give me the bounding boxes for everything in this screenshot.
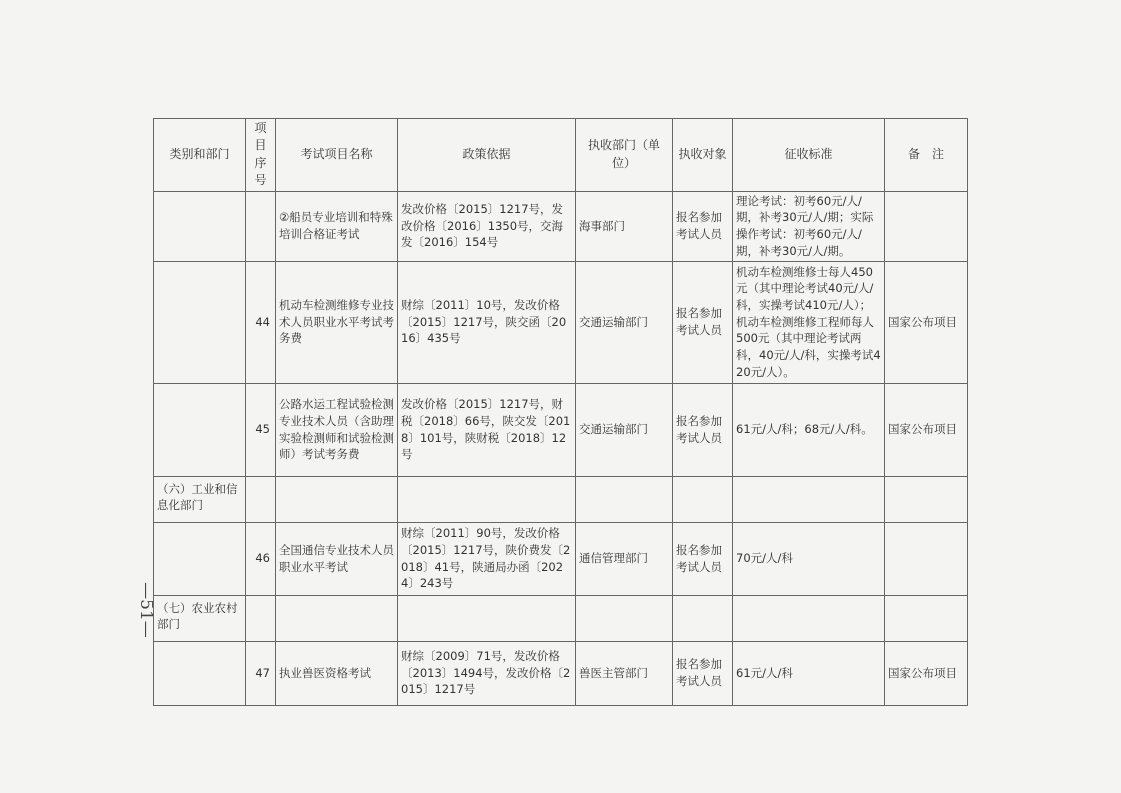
cell-standard [733, 595, 885, 641]
cell-name: 执业兽医资格考试 [276, 641, 398, 705]
cell-category [154, 191, 246, 261]
cell-category [154, 261, 246, 383]
cell-dept: 交通运输部门 [576, 261, 673, 383]
cell-basis: 发改价格〔2015〕1217号，财税〔2018〕66号，陕交发〔2018〕101号，陕财税〔2018〕12号 [398, 383, 576, 476]
cell-remark: 国家公布项目 [885, 261, 968, 383]
cell-target: 报名参加考试人员 [673, 191, 733, 261]
category-row [154, 595, 968, 641]
cell-basis [398, 476, 576, 522]
cell-name: ②船员专业培训和特殊培训合格证考试 [276, 191, 398, 261]
cell-category [154, 522, 246, 595]
cell-target: 报名参加考试人员 [673, 522, 733, 595]
cell-standard: 61元/人/科 [733, 641, 885, 705]
cell-seq: 45 [246, 383, 276, 476]
cell-name [276, 476, 398, 522]
cell-category: （六）工业和信息化部门 [154, 476, 246, 522]
cell-name: 机动车检测维修专业技术人员职业水平考试考务费 [276, 261, 398, 383]
cell-dept: 海事部门 [576, 191, 673, 261]
table-row [154, 383, 968, 476]
cell-standard: 61元/人/科；68元/人/科。 [733, 383, 885, 476]
cell-category [154, 641, 246, 705]
cell-seq [246, 191, 276, 261]
cell-name: 公路水运工程试验检测专业技术人员（含助理实验检测师和试验检测师）考试考务费 [276, 383, 398, 476]
cell-seq: 44 [246, 261, 276, 383]
cell-target: 报名参加考试人员 [673, 641, 733, 705]
cell-remark [885, 476, 968, 522]
header-row [154, 119, 968, 192]
header-dept: 执收部门（单位） [576, 119, 673, 192]
cell-name [276, 595, 398, 641]
cell-standard: 机动车检测维修士每人450元（其中理论考试40元/人/科，实操考试410元/人）；机动车检测维修工程师每人500元（其中理论考试两科，40元/人/科，实操考试420元/人）。 [733, 261, 885, 383]
cell-seq: 46 [246, 522, 276, 595]
header-remark: 备 注 [885, 119, 968, 192]
cell-basis: 财综〔2011〕10号，发改价格〔2015〕1217号，陕交函〔2016〕435号 [398, 261, 576, 383]
cell-remark: 国家公布项目 [885, 641, 968, 705]
table-row [154, 641, 968, 705]
header-seq: 项目序号 [246, 119, 276, 192]
cell-basis [398, 595, 576, 641]
page-number: —51— [135, 582, 156, 638]
cell-seq [246, 476, 276, 522]
table-row [154, 191, 968, 261]
cell-dept: 兽医主管部门 [576, 641, 673, 705]
table-row [154, 522, 968, 595]
cell-basis: 财综〔2009〕71号，发改价格〔2013〕1494号，发改价格〔2015〕1217号 [398, 641, 576, 705]
cell-target: 报名参加考试人员 [673, 383, 733, 476]
cell-remark [885, 522, 968, 595]
header-basis: 政策依据 [398, 119, 576, 192]
cell-category [154, 383, 246, 476]
table-row [154, 261, 968, 383]
cell-dept: 交通运输部门 [576, 383, 673, 476]
category-row [154, 476, 968, 522]
cell-target [673, 595, 733, 641]
cell-standard: 理论考试：初考60元/人/期，补考30元/人/期；实际操作考试：初考60元/人/期，补考30元/人/期。 [733, 191, 885, 261]
header-standard: 征收标准 [733, 119, 885, 192]
cell-dept [576, 595, 673, 641]
cell-seq [246, 595, 276, 641]
cell-basis: 发改价格〔2015〕1217号，发改价格〔2016〕1350号，交海发〔2016〕154号 [398, 191, 576, 261]
cell-basis: 财综〔2011〕90号，发改价格〔2015〕1217号，陕价费发〔2018〕41号，陕通局办函〔2024〕243号 [398, 522, 576, 595]
cell-standard [733, 476, 885, 522]
cell-remark [885, 595, 968, 641]
cell-seq: 47 [246, 641, 276, 705]
header-target: 执收对象 [673, 119, 733, 192]
cell-remark: 国家公布项目 [885, 383, 968, 476]
cell-standard: 70元/人/科 [733, 522, 885, 595]
cell-name: 全国通信专业技术人员职业水平考试 [276, 522, 398, 595]
cell-target: 报名参加考试人员 [673, 261, 733, 383]
cell-category: （七）农业农村部门 [154, 595, 246, 641]
cell-remark [885, 191, 968, 261]
cell-dept: 通信管理部门 [576, 522, 673, 595]
cell-dept [576, 476, 673, 522]
fee-table [153, 118, 968, 706]
cell-target [673, 476, 733, 522]
header-category: 类别和部门 [154, 119, 246, 192]
header-name: 考试项目名称 [276, 119, 398, 192]
